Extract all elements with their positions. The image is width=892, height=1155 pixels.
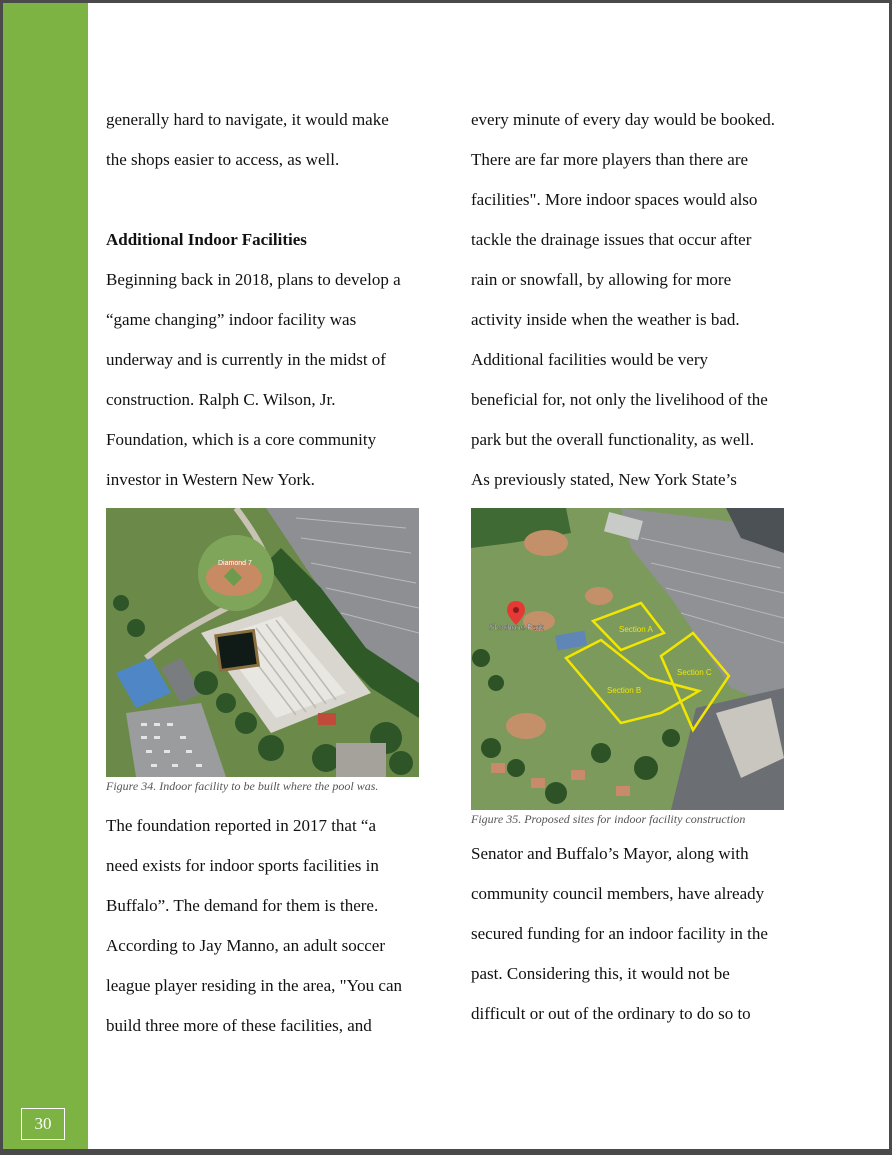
paragraph-line: community council members, have already (471, 884, 765, 903)
document-page (3, 3, 889, 1149)
paragraph-line: As previously stated, New York State’s (471, 470, 737, 489)
paragraph-line: park but the overall functionality, as well. (471, 430, 755, 449)
paragraph-line: every minute of every day would be booked. (471, 110, 776, 129)
paragraph-line: league player residing in the area, "You can (106, 976, 402, 995)
figure-caption: Figure 35. Proposed sites for indoor facility construction (471, 812, 746, 826)
paragraph-line: According to Jay Manno, an adult soccer (106, 936, 385, 955)
paragraph-line: tackle the drainage issues that occur after (471, 230, 752, 249)
diamond-label: Diamond 7 (218, 560, 252, 567)
green-sidebar (3, 3, 88, 1149)
paragraph-line: facilities". More indoor spaces would also (471, 190, 758, 209)
section-a-label: Section A (619, 625, 653, 634)
paragraph-line: construction. Ralph C. Wilson, Jr. (106, 390, 336, 409)
paragraph-line: build three more of these facilities, and (106, 1016, 372, 1035)
paragraph-line: generally hard to navigate, it would make (106, 110, 389, 129)
section-c-label: Section C (677, 668, 712, 677)
aerial-photo-sites (471, 508, 784, 810)
aerial-photo-pool (106, 508, 419, 777)
paragraph-line: secured funding for an indoor facility in the (471, 924, 768, 943)
paragraph-line: underway and is currently in the midst of (106, 350, 386, 369)
page-number: 30 (21, 1108, 65, 1140)
paragraph-line: Foundation, which is a core community (106, 430, 377, 449)
paragraph-line: past. Considering this, it would not be (471, 964, 730, 983)
park-label: Shoshone Park (489, 623, 544, 632)
figure-caption: Figure 34. Indoor facility to be built where the pool was. (106, 779, 379, 793)
paragraph-line: Senator and Buffalo’s Mayor, along with (471, 844, 749, 863)
paragraph-line: “game changing” indoor facility was (106, 310, 357, 329)
paragraph-line: Beginning back in 2018, plans to develop a (106, 270, 401, 289)
paragraph-line: activity inside when the weather is bad. (471, 310, 740, 329)
paragraph-line: difficult or out of the ordinary to do so to (471, 1004, 751, 1023)
section-heading: Additional Indoor Facilities (106, 230, 307, 249)
paragraph-line: investor in Western New York. (106, 470, 315, 489)
paragraph-line: beneficial for, not only the livelihood of the (471, 390, 768, 409)
paragraph-line: There are far more players than there are (471, 150, 749, 169)
paragraph-line: The foundation reported in 2017 that “a (106, 816, 377, 835)
section-b-label: Section B (607, 686, 642, 695)
paragraph-line: Buffalo”. The demand for them is there. (106, 896, 379, 915)
paragraph-line: the shops easier to access, as well. (106, 150, 340, 169)
paragraph-line: need exists for indoor sports facilities in (106, 856, 379, 875)
paragraph-line: rain or snowfall, by allowing for more (471, 270, 732, 289)
paragraph-line: Additional facilities would be very (471, 350, 708, 369)
